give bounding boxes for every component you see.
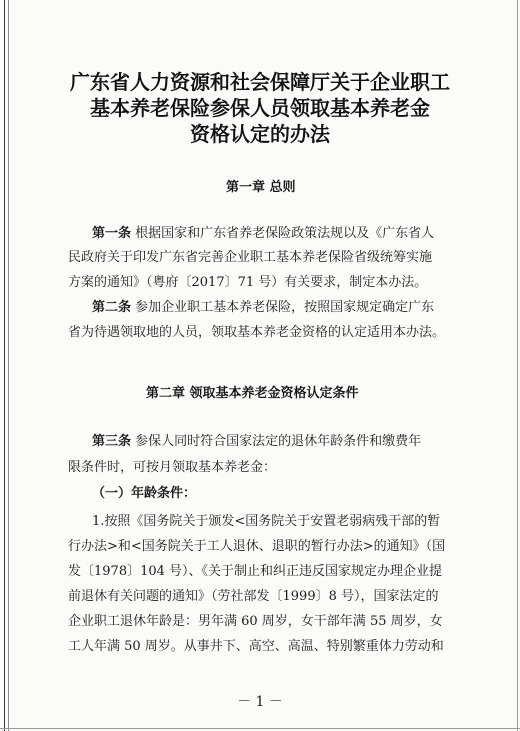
page-left-edge [4,0,5,731]
chapter-1-heading: 第一章 总则 [226,180,296,195]
article-1-line-2: 民政府关于印发广东省完善企业职工基本养老保险省级统筹实施 [68,250,433,265]
page-number: － 1 － [237,694,283,710]
article-2-line-2: 省为待遇领取地的人员，领取基本养老金资格的认定适用本办法。 [68,325,446,340]
page-bottom-edge [0,728,520,729]
article-1-label: 第一条 [92,226,132,241]
item-1-line-6: 工人年满 50 周岁。从事井下、高空、高温、特别繁重体力劳动和 [68,639,444,654]
article-3-line-1 [92,430,421,449]
chapter-2-heading: 第二章 领取基本养老金资格认定条件 [146,386,359,401]
article-3-text-1: 参保人同时符合国家法定的退休年龄条件和缴费年 [135,434,422,449]
section-1-heading: （一）年龄条件： [92,486,197,501]
document-title-line-3: 资格认定的办法 [190,122,330,146]
item-1-line-3: 发〔1978〕104 号）、《关于制止和纠正违反国家规定办理企业提 [68,564,443,579]
article-2-line-1 [92,296,434,315]
document-title-line-2: 基本养老保险参保人员领取基本养老金 [90,96,430,120]
article-3-label: 第三条 [92,434,132,449]
article-2-label: 第二条 [92,300,132,315]
article-1-text-1: 根据国家和广东省养老保险政策法规以及《广东省人 [135,226,435,241]
page-right-edge [517,0,518,731]
article-3-line-2: 限条件时，可按月领取基本养老金： [68,460,277,475]
item-1-line-5: 企业职工退休年龄是：男年满 60 周岁，女干部年满 55 周岁，女 [68,614,443,629]
article-1-line-1 [92,222,434,241]
item-1-line-4: 前退休有关问题的通知》（劳社部发〔1999〕8 号），国家法定的 [68,589,439,604]
article-2-text-1: 参加企业职工基本养老保险，按照国家规定确定广东 [135,300,435,315]
item-1-line-1: 1.按照《国务院关于颁发<国务院关于安置老弱病残干部的暂 [92,514,441,529]
item-1-line-2: 行办法>和<国务院关于工人退休、退职的暂行办法>的通知》（国 [68,539,446,554]
document-title-line-1: 广东省人力资源和社会保障厅关于企业职工 [70,70,450,94]
article-1-line-3: 方案的通知》（粤府〔2017〕71 号）有关要求，制定本办法。 [68,275,428,290]
page-left-edge-inner [8,0,9,731]
